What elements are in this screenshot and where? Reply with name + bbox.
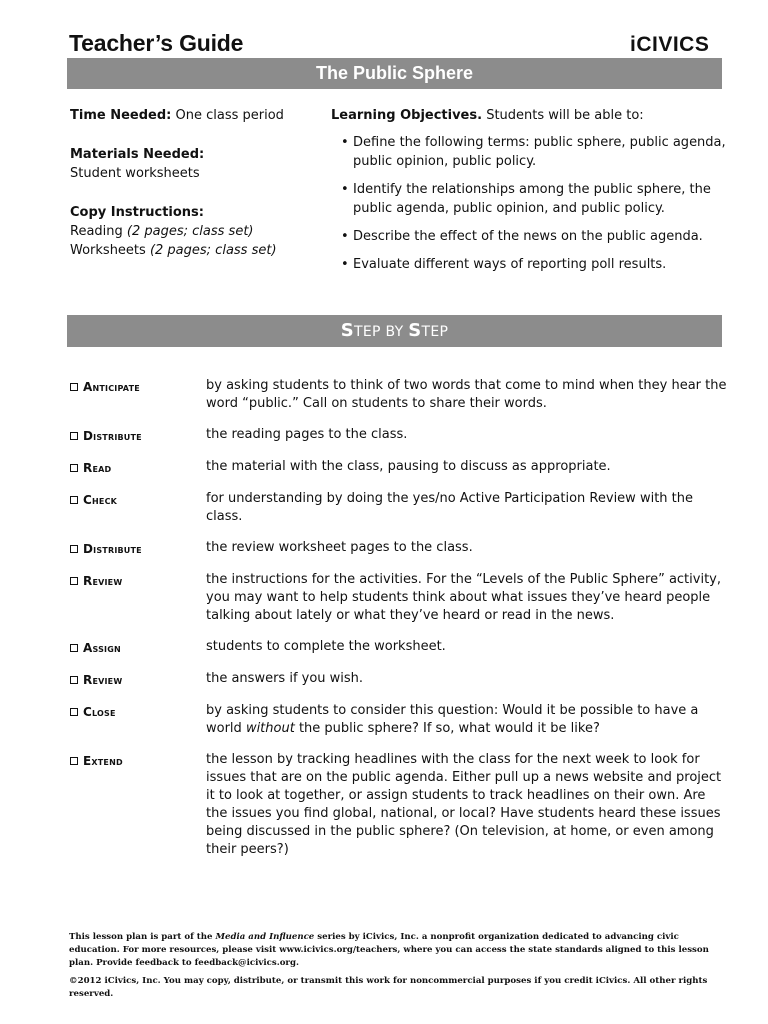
objectives-intro: Students will be able to:	[486, 108, 644, 123]
materials-label: Materials Needed:	[70, 147, 205, 162]
checkbox-icon	[70, 545, 78, 553]
step-description: students to complete the worksheet.	[206, 639, 446, 654]
step-item	[70, 490, 730, 526]
copy-label: Copy Instructions:	[70, 205, 204, 220]
objective-item: • Evaluate different ways of reporting poll results.	[341, 257, 667, 272]
step-verb: Read	[83, 461, 112, 475]
checkbox-icon	[70, 708, 78, 716]
bullet-icon: •	[341, 135, 349, 150]
checkbox-icon	[70, 432, 78, 440]
bullet-icon: •	[341, 229, 349, 244]
logo-text: iCIVICS	[630, 33, 710, 56]
step-item	[70, 539, 730, 558]
step-description: for understanding by doing the yes/no Active Participation Review with the class.	[206, 491, 693, 524]
time-needed	[70, 106, 320, 125]
step-item	[70, 458, 730, 477]
checkbox-icon	[70, 496, 78, 504]
icivics-logo	[630, 33, 709, 57]
bullet-icon: •	[341, 182, 349, 197]
objectives-list	[331, 133, 726, 274]
checkbox-icon	[70, 383, 78, 391]
step-description: the material with the class, pausing to discuss as appropriate.	[206, 459, 611, 474]
objective-item: • Define the following terms: public sphere, public agenda, public opinion, public policy.	[341, 135, 726, 169]
footer	[69, 931, 719, 1001]
copy-worksheets: Worksheets	[70, 243, 146, 258]
checkbox-icon	[70, 464, 78, 472]
step-description: the review worksheet pages to the class.	[206, 540, 473, 555]
bullet-icon: •	[341, 257, 349, 272]
copyright-notice: ©2012 iCivics, Inc. You may copy, distribute, or transmit this work for noncommercial purposes if you credit iCivics. All other rights reserved.	[69, 976, 708, 999]
materials-value: Student worksheets	[70, 166, 200, 181]
step-description: the answers if you wish.	[206, 671, 364, 686]
time-value: One class period	[175, 108, 284, 123]
objectives-label: Learning Objectives.	[331, 108, 483, 123]
step-description: the instructions for the activities. For the “Levels of the Public Sphere” activity, you may want to help students think about what issues they’ve heard people talking about lately or what they’ve heard or read in the news.	[206, 572, 721, 623]
step-item	[70, 702, 730, 738]
step-description: by asking students to think of two words that come to mind when they hear the word “public.” Call on students to share their words.	[206, 378, 727, 411]
step-verb: Close	[83, 705, 116, 719]
step-by-step-bar: STEP BY STEP	[67, 315, 722, 347]
copy-instructions	[70, 203, 320, 260]
step-item	[70, 426, 730, 445]
step-verb: Review	[83, 574, 123, 588]
step-item	[70, 751, 730, 859]
step-verb: Check	[83, 493, 118, 507]
checkbox-icon	[70, 676, 78, 684]
document-title: Teacher’s Guide	[69, 30, 244, 56]
step-verb: Review	[83, 673, 123, 687]
copy-worksheets-note: (2 pages; class set)	[149, 243, 277, 258]
lesson-title-bar: The Public Sphere	[67, 58, 722, 89]
step-description: the lesson by tracking headlines with the class for the next week to look for issues that are on the public agenda. Either pull up a news website and project it to look at together, or assign students to track headlines on their own. Are the issues you find global, national, or local? Have students heard these issues being discussed in the public sphere? (On television, at home, or even among their peers?)	[206, 752, 722, 857]
step-description: by asking students to consider this question: Would it be possible to have a world without the public sphere? If so, what would it be like?	[206, 703, 699, 736]
footer-note: This lesson plan is part of the Media and Influence series by iCivics, Inc. a nonprofit organization dedicated to advancing civic education. For more resources, please visit www.icivics.org/teachers, where you can access the state standards aligned to this lesson plan. Provide feedback to feedback@icivics.org.	[69, 932, 709, 968]
step-description: the reading pages to the class.	[206, 427, 408, 442]
step-item	[70, 377, 730, 413]
copy-reading: Reading	[70, 224, 123, 239]
step-verb: Assign	[83, 641, 121, 655]
learning-objectives	[331, 106, 726, 283]
objective-item: • Describe the effect of the news on the public agenda.	[341, 229, 703, 244]
lesson-details	[70, 106, 320, 280]
step-verb: Distribute	[83, 429, 142, 443]
copy-reading-note: (2 pages; class set)	[126, 224, 254, 239]
step-verb: Anticipate	[83, 380, 140, 394]
checkbox-icon	[70, 644, 78, 652]
step-item	[70, 638, 730, 657]
checkbox-icon	[70, 577, 78, 585]
step-verb: Distribute	[83, 542, 142, 556]
objective-item: • Identify the relationships among the public sphere, the public agenda, public opinion, and public policy.	[341, 182, 711, 216]
checkbox-icon	[70, 757, 78, 765]
steps-list	[70, 377, 730, 872]
materials-needed	[70, 145, 320, 183]
step-item	[70, 571, 730, 625]
step-item	[70, 670, 730, 689]
time-label: Time Needed:	[70, 108, 172, 123]
step-verb: Extend	[83, 754, 123, 768]
